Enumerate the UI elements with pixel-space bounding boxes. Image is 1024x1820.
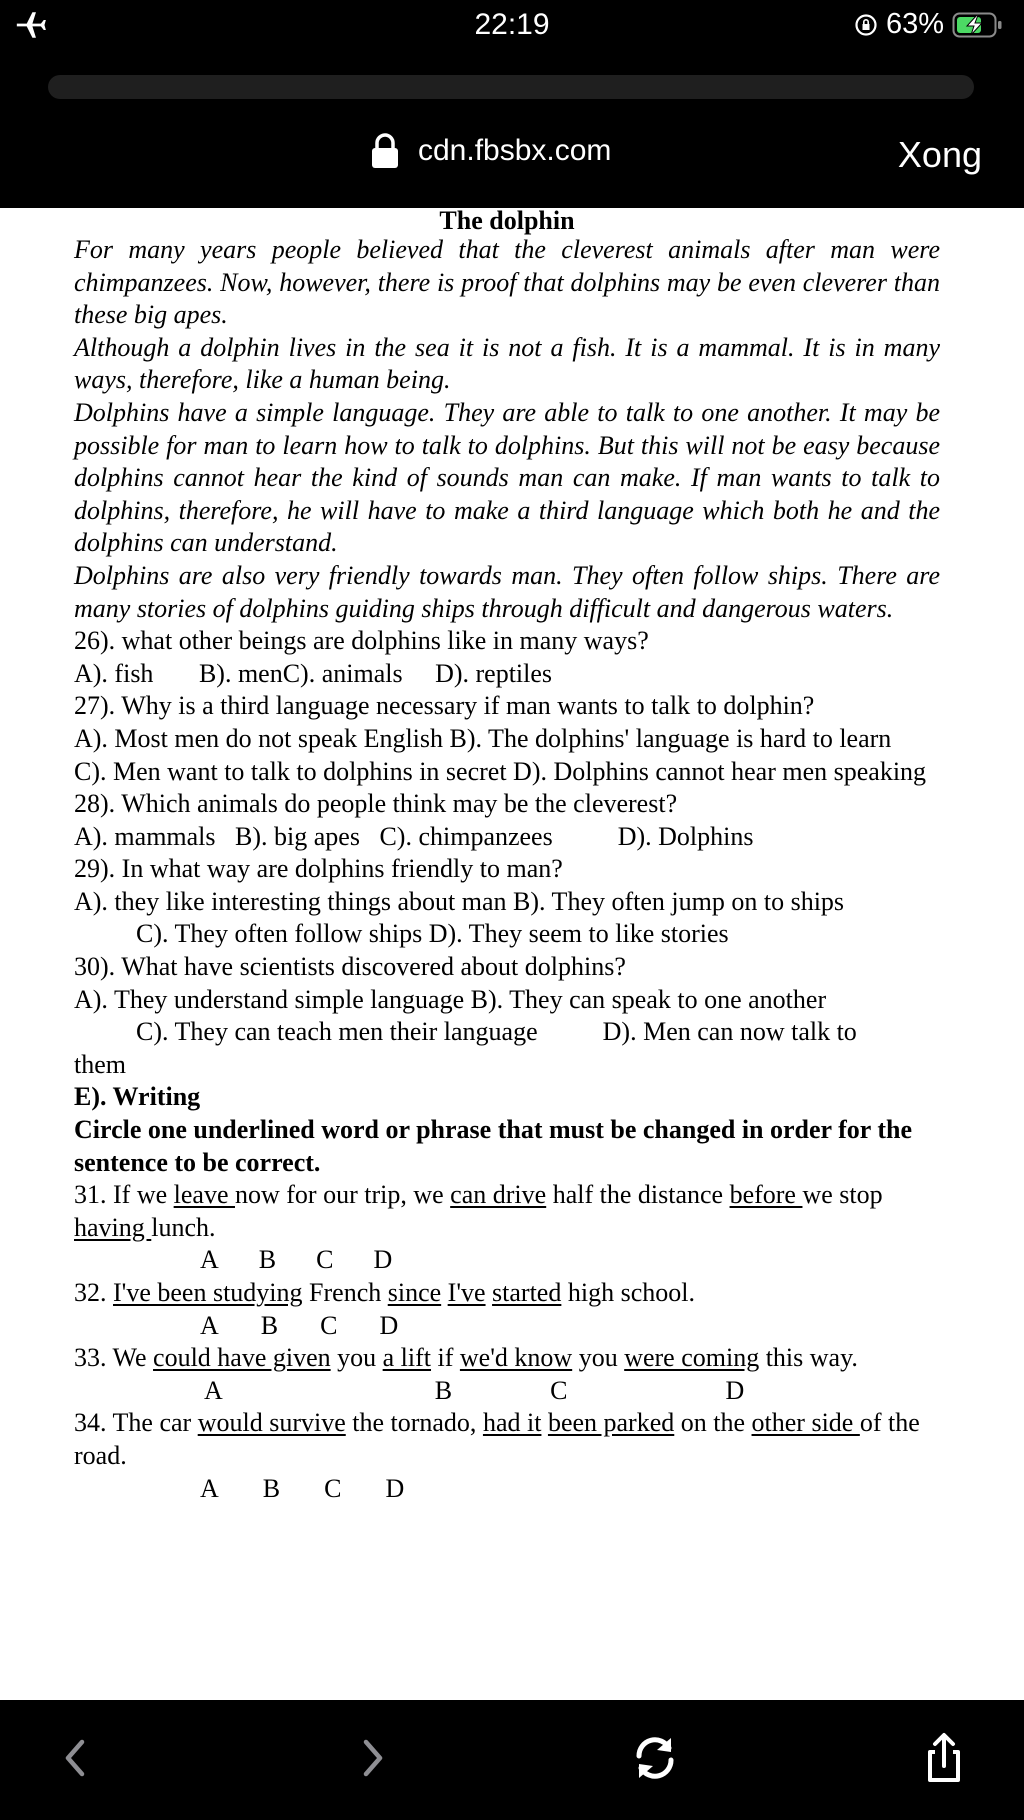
options-30-line2 [74,1016,940,1049]
paragraph-2: Although a dolphin lives in the sea it is not a fish. It is a mammal. It is in many ways, therefore, like a human being. [74,332,940,395]
paragraph-3: Dolphins have a simple language. They are able to talk to one another. It may be possible for man to learn how to talk to dolphins. But this will not be easy because dolphins cannot hear the kind of sounds man can make. If man wants to talk to dolphins, therefore, he will have to make a third language which both he and the dolphins can understand. [74,397,940,558]
paragraph-4: Dolphins are also very friendly towards man. They often follow ships. There are many stories of dolphins guiding ships through difficult and dangerous waters. [74,560,940,623]
forward-icon[interactable] [344,1730,400,1786]
browser-toolbar [0,1702,1024,1820]
option-c: C). They can teach men their language [136,1017,538,1047]
share-icon[interactable] [916,1730,972,1786]
orientation-lock-icon [854,13,878,37]
done-button[interactable]: Xong [897,134,982,175]
question-29: 29). In what way are dolphins friendly to man? [74,854,563,884]
section-instruction: Circle one underlined word or phrase that must be changed in order for the sentence to be correct. [74,1115,913,1177]
question-31: 31. If we leave now for our trip, we can drive half the distance before we stop having lunch. [74,1180,883,1242]
domain-text: cdn.fbsbx.com [418,134,612,167]
battery-percent: 63% [885,8,944,40]
option-b: B). big apes [235,821,360,851]
options-26 [74,658,940,691]
section-heading: E). Writing [74,1082,201,1112]
option-a: A). mammals [74,821,216,851]
scroll-indicator [48,75,974,99]
option-a: A). fish [74,658,154,688]
question-33: 33. We could have given you a lift if we'd know you were coming this way. [74,1343,858,1373]
options-29-line1: A). they like interesting things about man B). They often jump on to ships [74,886,845,916]
option-c: C). chimpanzees [379,821,553,851]
document-page [0,208,1024,1700]
question-26: 26). what other beings are dolphins like in many ways? [74,626,649,656]
question-28: 28). Which animals do people think may be the cleverest? [74,789,678,819]
option-d: D). reptiles [435,658,553,688]
address-bar[interactable] [370,132,611,170]
options-27-line2: C). Men want to talk to dolphins in secret D). Dolphins cannot hear men speaking [74,756,927,786]
option-d: D). Dolphins [617,821,754,851]
options-30-wrap: them [74,1049,126,1079]
options-27-line1: A). Most men do not speak English B). The dolphins' language is hard to learn [74,723,892,753]
battery-charging-icon [952,11,1004,39]
question-34: 34. The car would survive the tornado, had it been parked on the other side of the road. [74,1408,920,1470]
paragraph-1: For many years people believed that the cleverest animals after man were chimpanzees. Now, however, there is proof that dolphins may be even cleverer than these big apes. [74,235,940,330]
options-28 [74,821,940,854]
reload-icon[interactable] [627,1730,683,1786]
options-30-line1: A). They understand simple language B). They can speak to one another [74,984,827,1014]
letters-33: A B C D [204,1375,745,1405]
letters-34: A B C D [200,1473,405,1503]
letters-32: A B C D [200,1310,399,1340]
back-icon[interactable] [48,1730,104,1786]
letters-31: A B C D [200,1245,393,1275]
clock: 22:19 [474,8,550,41]
browser-header [0,120,1024,188]
option-b: B). men [198,658,283,688]
option-c: C). animals [282,658,403,688]
status-bar [0,0,1024,50]
option-d: D). Men can now talk to [602,1017,857,1047]
question-30: 30). What have scientists discovered about dolphins? [74,952,626,982]
options-29-line2: C). They often follow ships D). They seem to like stories [136,919,729,949]
lock-icon [370,132,400,170]
question-27: 27). Why is a third language necessary if man wants to talk to dolphin? [74,691,815,721]
doc-title: The dolphin [439,208,575,235]
question-32: 32. I've been studying French since I've started high school. [74,1278,695,1307]
